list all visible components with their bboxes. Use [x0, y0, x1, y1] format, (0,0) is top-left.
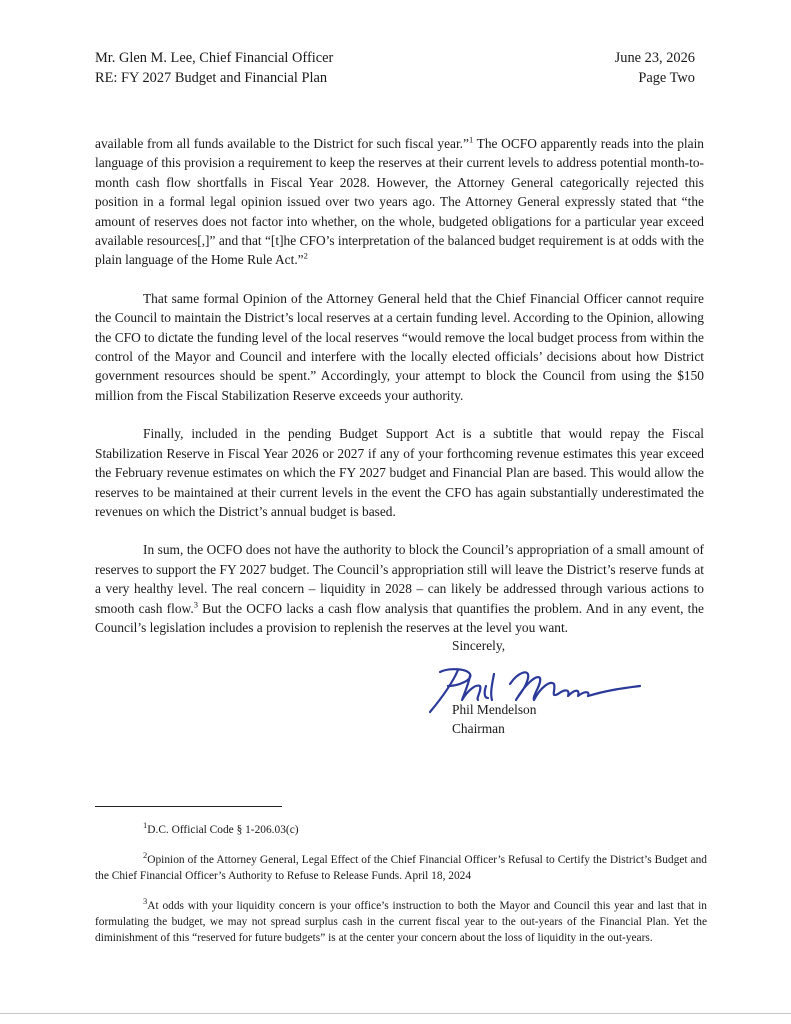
letter-header-right — [615, 48, 695, 88]
footnote-ref-1: 1 — [468, 134, 474, 145]
paragraph-4-text-b: But the OCFO lacks a cash flow analysis that quantifies the problem. And in any event, the Council’s legislation includes a provision to replenish the reserves at the level you want. — [95, 600, 704, 635]
paragraph-4 — [95, 540, 704, 637]
page-bottom-edge — [0, 1013, 791, 1014]
signer-name: Phil Mendelson — [452, 702, 537, 717]
footnote-3 — [95, 898, 707, 946]
footnote-1-number: 1 — [143, 820, 148, 831]
footnote-ref-3: 3 — [193, 599, 198, 610]
footnote-1 — [95, 822, 707, 838]
footnote-3-text: At odds with your liquidity concern is your office’s instruction to both the Mayor and Council this year and last that in formulating the budget, we may not spread surplus cash in the current fiscal year to the out-years of the Financial Plan. Yet the diminishment of this “reserved for future budgets” is at the center your concern about the loss of liquidity in the out-years. — [95, 900, 707, 944]
paragraph-4-text-a: In sum, the OCFO does not have the authority to block the Council’s appropriation of a small amount of reserves to support the FY 2027 budget. The Council’s appropriation still will leave the District’s reserve funds at a very healthy level. The real concern – liquidity in 2028 – can likely be addressed through various actions to smooth cash flow. — [95, 542, 704, 616]
paragraph-1-text-b: The OCFO apparently reads into the plain language of this provision a requirement to keep the reserves at their current levels to address potential month-to-month cash flow shortfalls in Fiscal Year 2028. However, the Attorney General categorically rejected this position in a formal legal opinion issued over two years ago. The Attorney General expressly stated that “the amount of reserves does not factor into whether, on the whole, budgeted obligations for a particular year exceed available resources[,]” and that “[t]he CFO’s interpretation of the balanced budget requirement is at odds with the plain language of the Home Rule Act.” — [95, 136, 704, 268]
subject-line: RE: FY 2027 Budget and Financial Plan — [95, 70, 328, 86]
letter-body — [95, 134, 704, 656]
letter-date: June 23, 2026 — [614, 50, 695, 66]
letter-header-left — [95, 48, 333, 88]
paragraph-1-text-a: available from all funds available to the District for such fiscal year.” — [95, 136, 469, 151]
footnote-ref-2: 2 — [303, 250, 308, 261]
footnote-2 — [95, 852, 707, 884]
footnote-1-text: D.C. Official Code § 1-206.03(c) — [147, 824, 299, 836]
footnote-2-number: 2 — [143, 850, 148, 861]
paragraph-2: That same formal Opinion of the Attorney General held that the Chief Financial Officer cannot require the Council to maintain the District’s local reserves at a certain funding level. According to the Opinion, allowing the CFO to dictate the funding level of the local reserves “would remove the local budget process from within the control of the Mayor and Council and interfere with the locally elected officials’ decisions about how District government resources should be spent.” Accordingly, your attempt to block the Council from using the $150 million from the Fiscal Stabilization Reserve exceeds your authority. — [95, 290, 704, 403]
footnote-divider — [95, 806, 282, 807]
signer-title: Chairman — [452, 721, 505, 737]
signature-block — [452, 700, 536, 739]
recipient-line: Mr. Glen M. Lee, Chief Financial Officer — [95, 50, 334, 66]
footnote-2-text: Opinion of the Attorney General, Legal Effect of the Chief Financial Officer’s Refusal to Certify the District’s Budget and the Chief Financial Officer’s Authority to Refuse to Release Funds. April 18, 2024 — [95, 854, 707, 882]
footnote-3-number: 3 — [143, 896, 148, 907]
page-number: Page Two — [638, 70, 695, 86]
closing-salutation: Sincerely, — [452, 638, 506, 653]
paragraph-1 — [95, 134, 704, 270]
paragraph-3: Finally, included in the pending Budget Support Act is a subtitle that would repay the Fiscal Stabilization Reserve in Fiscal Year 2026 or 2027 if any of your forthcoming revenue estimates this year exceed the February revenue estimates on which the FY 2027 budget and Financial Plan are based. This would allow the reserves to be maintained at their current levels in the event the CFO has again substantially underestimated the revenues on which the District’s annual budget is based. — [95, 426, 704, 519]
